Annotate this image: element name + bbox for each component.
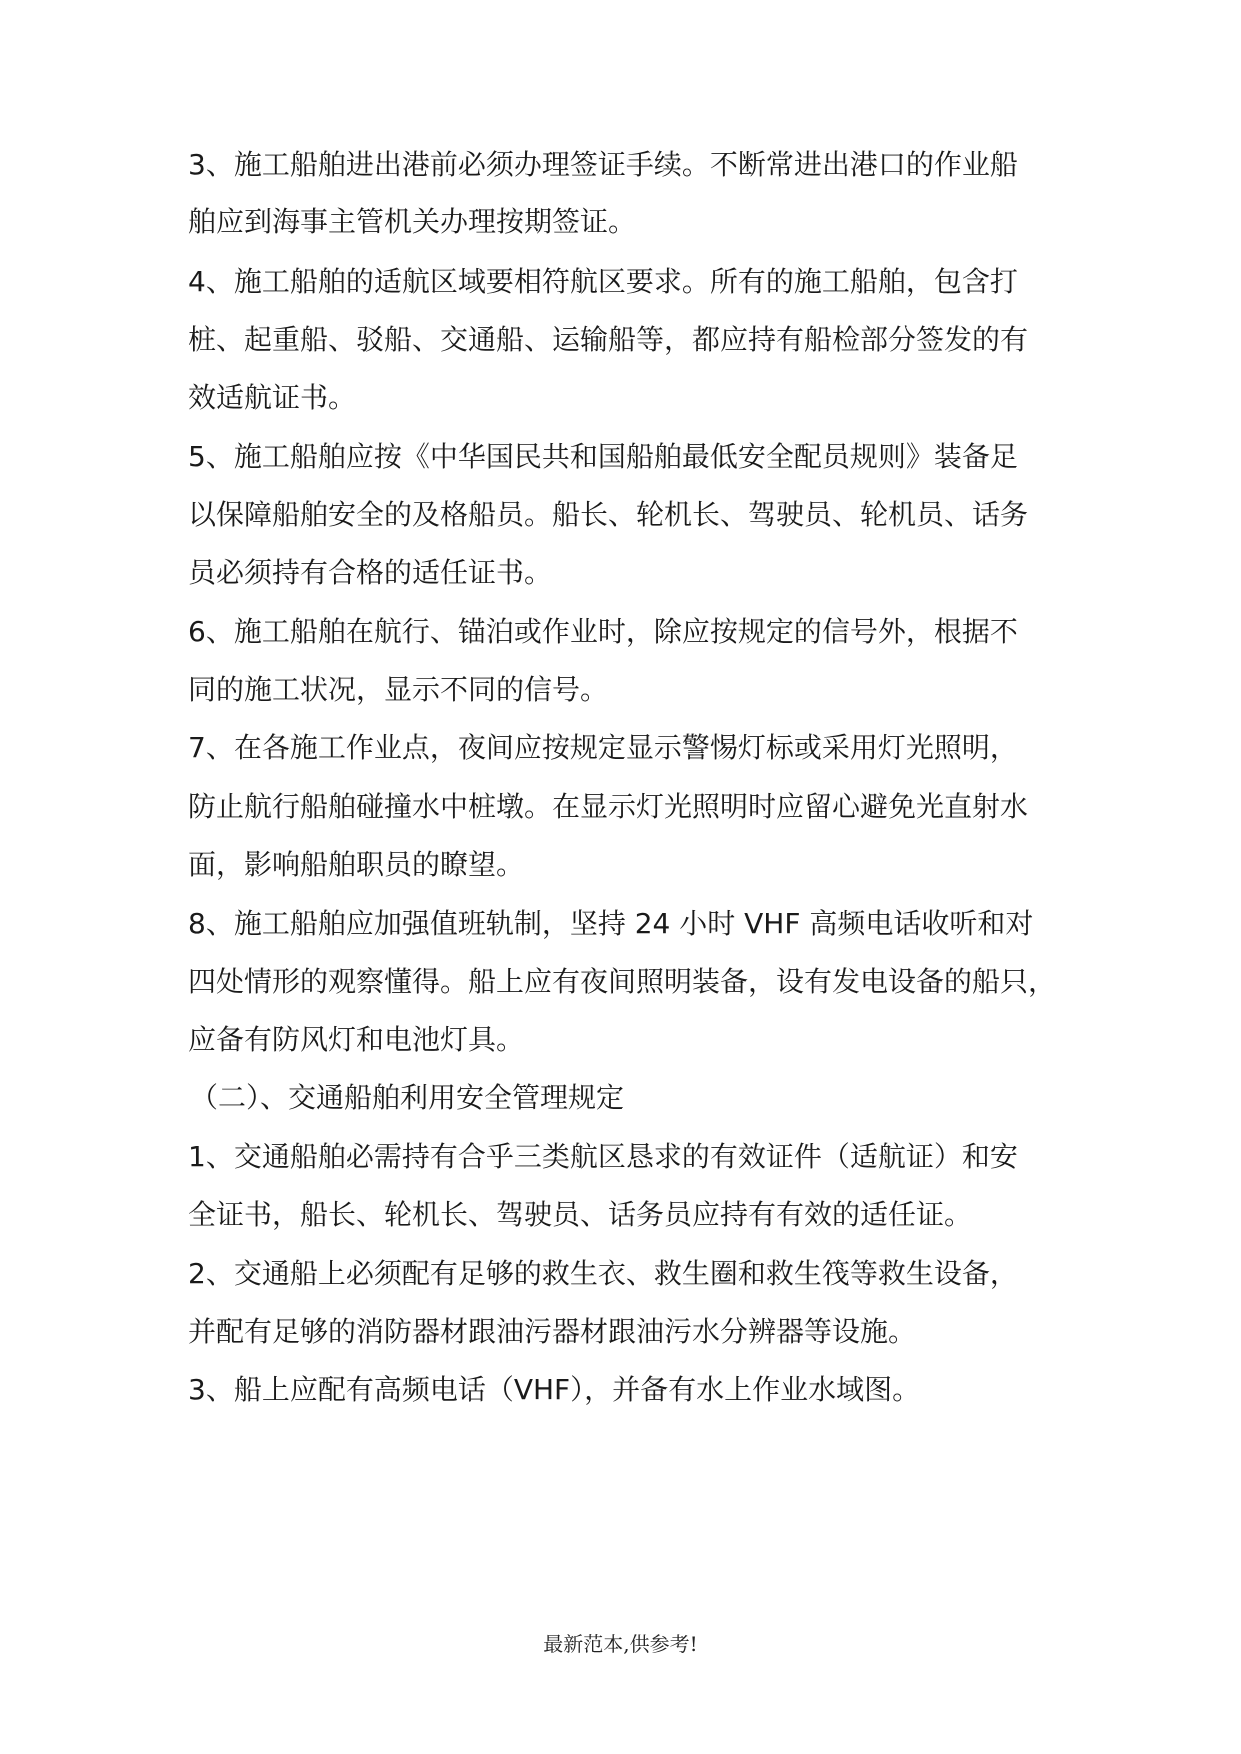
text-line: 同的施工状况，显示不同的信号。 — [188, 673, 609, 706]
text-line: 桩、起重船、驳船、交通船、运输船等，都应持有船检部分签发的有 — [188, 323, 1029, 356]
text-line: 5、施工船舶应按《中华国民共和国船舶最低安全配员规则》装备足 — [188, 440, 1018, 473]
text-line: 四处情形的观察懂得。船上应有夜间照明装备，设有发电设备的船只， — [188, 965, 1057, 998]
page-footer: 最新范本,供参考! — [543, 1632, 698, 1656]
text-line: 8、施工船舶应加强值班轨制，坚持 24 小时 VHF 高频电话收听和对 — [188, 907, 1034, 940]
text-line: 以保障船舶安全的及格船员。船长、轮机长、驾驶员、轮机员、话务 — [188, 498, 1029, 531]
text-line: 3、船上应配有高频电话（VHF），并备有水上作业水域图。 — [188, 1373, 921, 1406]
text-line: 效适航证书。 — [188, 381, 357, 414]
text-line: 1、交通船舶必需持有合乎三类航区恳求的有效证件（适航证）和安 — [188, 1140, 1018, 1173]
text-line: 并配有足够的消防器材跟油污器材跟油污水分辨器等设施。 — [188, 1315, 917, 1348]
text-line: 舶应到海事主管机关办理按期签证。 — [188, 205, 637, 238]
text-line: 2、交通船上必须配有足够的救生衣、救生圈和救生筏等救生设备， — [188, 1257, 1018, 1290]
text-line: 7、在各施工作业点，夜间应按规定显示警惕灯标或采用灯光照明， — [188, 731, 1018, 764]
section-heading: （二）、交通船舶利用安全管理规定 — [190, 1081, 625, 1114]
text-line: 应备有防风灯和电池灯具。 — [188, 1023, 525, 1056]
text-line: 全证书，船长、轮机长、驾驶员、话务员应持有有效的适任证。 — [188, 1198, 973, 1231]
text-line: 6、施工船舶在航行、锚泊或作业时，除应按规定的信号外，根据不 — [188, 615, 1018, 648]
text-line: 员必须持有合格的适任证书。 — [188, 556, 553, 589]
text-line: 面，影响船舶职员的瞭望。 — [188, 848, 525, 881]
text-line: 3、施工船舶进出港前必须办理签证手续。不断常进出港口的作业船 — [188, 148, 1018, 181]
text-line: 防止航行船舶碰撞水中桩墩。在显示灯光照明时应留心避免光直射水 — [188, 790, 1029, 823]
text-line: 4、施工船舶的适航区域要相符航区要求。所有的施工船舶，包含打 — [188, 265, 1018, 298]
